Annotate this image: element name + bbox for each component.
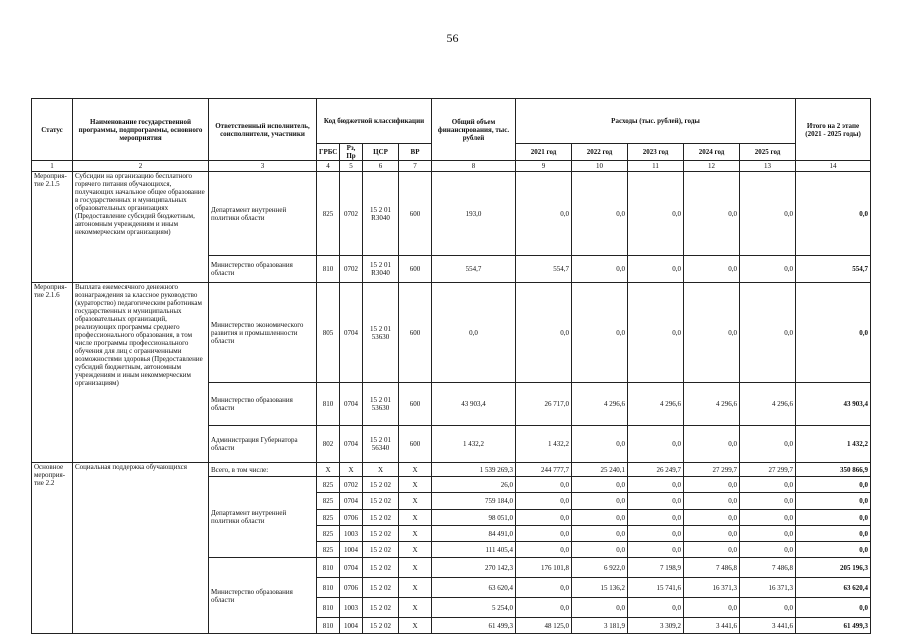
total-cell: 0,0 xyxy=(432,283,516,383)
vr-cell: X xyxy=(399,578,432,598)
sum-cell: 43 903,4 xyxy=(796,383,871,426)
y2022-cell: 0,0 xyxy=(572,477,628,493)
y2024-cell: 0,0 xyxy=(684,526,740,542)
rz-pr-cell: 0706 xyxy=(340,510,363,526)
rz-pr-cell: 1004 xyxy=(340,618,363,634)
grbs-cell: 825 xyxy=(317,493,340,510)
y2021-cell: 0,0 xyxy=(516,526,572,542)
status-cell: Мероприя-тие 2.1.6 xyxy=(32,283,73,463)
sum-cell: 1 432,2 xyxy=(796,426,871,463)
y2021-cell: 0,0 xyxy=(516,542,572,558)
y2022-cell: 0,0 xyxy=(572,510,628,526)
csr-cell: 15 2 02 xyxy=(363,598,399,618)
y2025-cell: 0,0 xyxy=(740,493,796,510)
executor-cell: Министерство образования области xyxy=(209,383,317,426)
total-cell: 84 491,0 xyxy=(432,526,516,542)
vr-cell: X xyxy=(399,526,432,542)
rz-pr-cell: 1004 xyxy=(340,542,363,558)
grbs-cell: 810 xyxy=(317,598,340,618)
sum-cell: 0,0 xyxy=(796,477,871,493)
sum-cell: 0,0 xyxy=(796,510,871,526)
y2021-cell: 0,0 xyxy=(516,578,572,598)
y2025-cell: 0,0 xyxy=(740,426,796,463)
program-name-cell: Субсидии на организацию бесплатного горячего питания обучающихся, получающих начальное общее образование в государственных и муниципальных образовательных организациях (Предоставление субсидий бюджетным, автономным учреждениям и иным некоммерческим организациям) xyxy=(73,172,209,283)
sum-cell: 554,7 xyxy=(796,256,871,283)
executor-cell: Министерство экономического развития и промышленности области xyxy=(209,283,317,383)
y2021-cell: 554,7 xyxy=(516,256,572,283)
y2025-cell: 3 441,6 xyxy=(740,618,796,634)
y2022-cell: 6 922,0 xyxy=(572,558,628,578)
y2022-cell: 15 136,2 xyxy=(572,578,628,598)
total-cell: 26,0 xyxy=(432,477,516,493)
header-expenses: Расходы (тыс. рублей), годы xyxy=(516,99,796,144)
csr-cell: 15 2 02 xyxy=(363,526,399,542)
rz-pr-cell: 0704 xyxy=(340,383,363,426)
total-cell: 61 499,3 xyxy=(432,618,516,634)
rz-pr-cell: 0704 xyxy=(340,493,363,510)
status-cell: Основное мероприя-тие 2.2 xyxy=(32,463,73,634)
col-num: 13 xyxy=(740,161,796,172)
y2023-cell: 7 198,9 xyxy=(628,558,684,578)
y2023-cell: 0,0 xyxy=(628,256,684,283)
y2024-cell: 0,0 xyxy=(684,256,740,283)
vr-cell: 600 xyxy=(399,383,432,426)
y2022-cell: 4 296,6 xyxy=(572,383,628,426)
vr-cell: X xyxy=(399,558,432,578)
y2025-cell: 0,0 xyxy=(740,542,796,558)
program-name-cell: Социальная поддержка обучающихся xyxy=(73,463,209,634)
y2021-cell: 0,0 xyxy=(516,283,572,383)
executor-cell: Министерство образования области xyxy=(209,256,317,283)
rz-pr-cell: 0702 xyxy=(340,256,363,283)
grbs-cell: 810 xyxy=(317,578,340,598)
y2024-cell: 7 486,8 xyxy=(684,558,740,578)
y2022-cell: 0,0 xyxy=(572,426,628,463)
grbs-cell: 810 xyxy=(317,256,340,283)
y2025-cell: 4 296,6 xyxy=(740,383,796,426)
sum-cell: 0,0 xyxy=(796,493,871,510)
y2025-cell: 16 371,3 xyxy=(740,578,796,598)
header-grbs: ГРБС xyxy=(317,144,340,161)
sum-cell: 0,0 xyxy=(796,598,871,618)
col-num: 3 xyxy=(209,161,317,172)
y2025-cell: 0,0 xyxy=(740,172,796,256)
sum-cell: 0,0 xyxy=(796,526,871,542)
y2024-cell: 0,0 xyxy=(684,493,740,510)
header-row xyxy=(32,99,871,144)
sum-cell: 0,0 xyxy=(796,542,871,558)
total-cell: 63 620,4 xyxy=(432,578,516,598)
header-budget-code: Код бюджетной классификации xyxy=(317,99,432,144)
sum-cell: 0,0 xyxy=(796,172,871,256)
total-cell: 193,0 xyxy=(432,172,516,256)
col-num: 8 xyxy=(432,161,516,172)
header-stage-total: Итого на 2 этапе (2021 - 2025 годы) xyxy=(796,99,871,161)
table-row xyxy=(32,283,871,383)
csr-cell: 15 2 01 R3040 xyxy=(363,256,399,283)
vr-cell: 600 xyxy=(399,256,432,283)
total-cell: 1 539 269,3 xyxy=(432,463,516,477)
col-num: 10 xyxy=(572,161,628,172)
y2021-cell: 244 777,7 xyxy=(516,463,572,477)
y2025-cell: 0,0 xyxy=(740,256,796,283)
csr-cell: 15 2 02 xyxy=(363,542,399,558)
grbs-cell: 805 xyxy=(317,283,340,383)
vr-cell: 600 xyxy=(399,426,432,463)
header-year-2021: 2021 год xyxy=(516,144,572,161)
executor-cell: Министерство образования области xyxy=(209,558,317,634)
y2022-cell: 0,0 xyxy=(572,172,628,256)
rz-pr-cell: 1003 xyxy=(340,598,363,618)
grbs-cell: 825 xyxy=(317,510,340,526)
table-row xyxy=(32,172,871,256)
y2022-cell: 25 240,1 xyxy=(572,463,628,477)
y2023-cell: 26 249,7 xyxy=(628,463,684,477)
y2022-cell: 0,0 xyxy=(572,493,628,510)
y2023-cell: 0,0 xyxy=(628,542,684,558)
y2024-cell: 4 296,6 xyxy=(684,383,740,426)
y2022-cell: 0,0 xyxy=(572,256,628,283)
total-cell: 270 142,3 xyxy=(432,558,516,578)
vr-cell: X xyxy=(399,510,432,526)
grbs-cell: 802 xyxy=(317,426,340,463)
y2023-cell: 0,0 xyxy=(628,493,684,510)
y2023-cell: 0,0 xyxy=(628,283,684,383)
csr-cell: 15 2 02 xyxy=(363,558,399,578)
sum-cell: 205 196,3 xyxy=(796,558,871,578)
executor-cell: Всего, в том числе: xyxy=(209,463,317,477)
total-cell: 43 903,4 xyxy=(432,383,516,426)
executor-cell: Департамент внутренней политики области xyxy=(209,172,317,256)
page-number: 56 xyxy=(446,31,459,45)
y2025-cell: 27 299,7 xyxy=(740,463,796,477)
header-program: Наименование государственной программы, подпрограммы, основного мероприятия xyxy=(73,99,209,161)
vr-cell: X xyxy=(399,598,432,618)
total-cell: 759 184,0 xyxy=(432,493,516,510)
vr-cell: X xyxy=(399,477,432,493)
sum-cell: 350 866,9 xyxy=(796,463,871,477)
y2021-cell: 0,0 xyxy=(516,477,572,493)
y2021-cell: 0,0 xyxy=(516,510,572,526)
table-row xyxy=(32,463,871,477)
grbs-cell: 825 xyxy=(317,542,340,558)
header-vr: ВР xyxy=(399,144,432,161)
rz-pr-cell: 0706 xyxy=(340,578,363,598)
vr-cell: X xyxy=(399,542,432,558)
csr-cell: 15 2 02 xyxy=(363,510,399,526)
rz-pr-cell: X xyxy=(340,463,363,477)
total-cell: 98 051,0 xyxy=(432,510,516,526)
rz-pr-cell: 0704 xyxy=(340,283,363,383)
rz-pr-cell: 1003 xyxy=(340,526,363,542)
total-cell: 554,7 xyxy=(432,256,516,283)
executor-cell: Департамент внутренней политики области xyxy=(209,477,317,558)
csr-cell: 15 2 01 56340 xyxy=(363,426,399,463)
col-num: 14 xyxy=(796,161,871,172)
y2023-cell: 0,0 xyxy=(628,426,684,463)
header-total-volume: Общий объем финансирования, тыс. рублей xyxy=(432,99,516,161)
y2023-cell: 4 296,6 xyxy=(628,383,684,426)
grbs-cell: 825 xyxy=(317,526,340,542)
grbs-cell: 810 xyxy=(317,558,340,578)
y2021-cell: 176 101,8 xyxy=(516,558,572,578)
y2021-cell: 26 717,0 xyxy=(516,383,572,426)
y2021-cell: 0,0 xyxy=(516,598,572,618)
y2024-cell: 27 299,7 xyxy=(684,463,740,477)
y2022-cell: 0,0 xyxy=(572,542,628,558)
col-num: 6 xyxy=(363,161,399,172)
budget-table xyxy=(31,98,871,634)
csr-cell: 15 2 02 xyxy=(363,578,399,598)
csr-cell: 15 2 01 53630 xyxy=(363,283,399,383)
header-rz-pr: Рз, Пр xyxy=(340,144,363,161)
col-num: 2 xyxy=(73,161,209,172)
program-name-cell: Выплата ежемесячного денежного вознаграждения за классное руководство (кураторство) педагогическим работникам государственных и муниципальных образовательных организаций, реализующих программы среднего профессионального образования, в том числе программы профессионального обучения для лиц с ограниченными возможностями здоровья (Предоставление субсидий бюджетным, автономным учреждениям и иным некоммерческим организациям) xyxy=(73,283,209,463)
y2024-cell: 0,0 xyxy=(684,283,740,383)
sum-cell: 61 499,3 xyxy=(796,618,871,634)
rz-pr-cell: 0704 xyxy=(340,558,363,578)
grbs-cell: 810 xyxy=(317,383,340,426)
y2024-cell: 0,0 xyxy=(684,598,740,618)
y2024-cell: 0,0 xyxy=(684,172,740,256)
y2023-cell: 0,0 xyxy=(628,477,684,493)
csr-cell: 15 2 01 R3040 xyxy=(363,172,399,256)
header-year-2024: 2024 год xyxy=(684,144,740,161)
y2025-cell: 0,0 xyxy=(740,510,796,526)
grbs-cell: 810 xyxy=(317,618,340,634)
rz-pr-cell: 0702 xyxy=(340,172,363,256)
col-num: 1 xyxy=(32,161,73,172)
y2021-cell: 0,0 xyxy=(516,493,572,510)
col-num: 11 xyxy=(628,161,684,172)
csr-cell: 15 2 02 xyxy=(363,493,399,510)
vr-cell: X xyxy=(399,618,432,634)
header-year-2023: 2023 год xyxy=(628,144,684,161)
y2025-cell: 0,0 xyxy=(740,526,796,542)
csr-cell: 15 2 02 xyxy=(363,618,399,634)
total-cell: 5 254,0 xyxy=(432,598,516,618)
sum-cell: 63 620,4 xyxy=(796,578,871,598)
y2025-cell: 0,0 xyxy=(740,283,796,383)
y2023-cell: 3 309,2 xyxy=(628,618,684,634)
total-cell: 111 405,4 xyxy=(432,542,516,558)
y2024-cell: 0,0 xyxy=(684,477,740,493)
y2024-cell: 0,0 xyxy=(684,426,740,463)
header-year-2025: 2025 год xyxy=(740,144,796,161)
grbs-cell: 825 xyxy=(317,172,340,256)
grbs-cell: 825 xyxy=(317,477,340,493)
y2024-cell: 16 371,3 xyxy=(684,578,740,598)
header-year-2022: 2022 год xyxy=(572,144,628,161)
y2024-cell: 0,0 xyxy=(684,542,740,558)
csr-cell: X xyxy=(363,463,399,477)
y2025-cell: 0,0 xyxy=(740,477,796,493)
y2025-cell: 7 486,8 xyxy=(740,558,796,578)
total-cell: 1 432,2 xyxy=(432,426,516,463)
col-num: 9 xyxy=(516,161,572,172)
y2021-cell: 1 432,2 xyxy=(516,426,572,463)
y2022-cell: 0,0 xyxy=(572,283,628,383)
y2022-cell: 0,0 xyxy=(572,598,628,618)
vr-cell: 600 xyxy=(399,172,432,256)
col-num: 12 xyxy=(684,161,740,172)
y2023-cell: 15 741,6 xyxy=(628,578,684,598)
header-status: Статус xyxy=(32,99,73,161)
y2021-cell: 0,0 xyxy=(516,172,572,256)
grbs-cell: X xyxy=(317,463,340,477)
y2024-cell: 0,0 xyxy=(684,510,740,526)
header-csr: ЦСР xyxy=(363,144,399,161)
y2023-cell: 0,0 xyxy=(628,598,684,618)
y2023-cell: 0,0 xyxy=(628,172,684,256)
status-cell: Мероприя-тие 2.1.5 xyxy=(32,172,73,283)
vr-cell: 600 xyxy=(399,283,432,383)
csr-cell: 15 2 01 53630 xyxy=(363,383,399,426)
col-num: 4 xyxy=(317,161,340,172)
column-numbers-row xyxy=(32,161,871,172)
y2021-cell: 48 125,0 xyxy=(516,618,572,634)
y2024-cell: 3 441,6 xyxy=(684,618,740,634)
sum-cell: 0,0 xyxy=(796,283,871,383)
header-executor: Ответственный исполнитель, соисполнители, участники xyxy=(209,99,317,161)
y2022-cell: 0,0 xyxy=(572,526,628,542)
y2025-cell: 0,0 xyxy=(740,598,796,618)
executor-cell: Администрация Губернатора области xyxy=(209,426,317,463)
csr-cell: 15 2 02 xyxy=(363,477,399,493)
y2022-cell: 3 181,9 xyxy=(572,618,628,634)
col-num: 5 xyxy=(340,161,363,172)
y2023-cell: 0,0 xyxy=(628,526,684,542)
col-num: 7 xyxy=(399,161,432,172)
y2023-cell: 0,0 xyxy=(628,510,684,526)
rz-pr-cell: 0702 xyxy=(340,477,363,493)
rz-pr-cell: 0704 xyxy=(340,426,363,463)
vr-cell: X xyxy=(399,463,432,477)
vr-cell: X xyxy=(399,493,432,510)
